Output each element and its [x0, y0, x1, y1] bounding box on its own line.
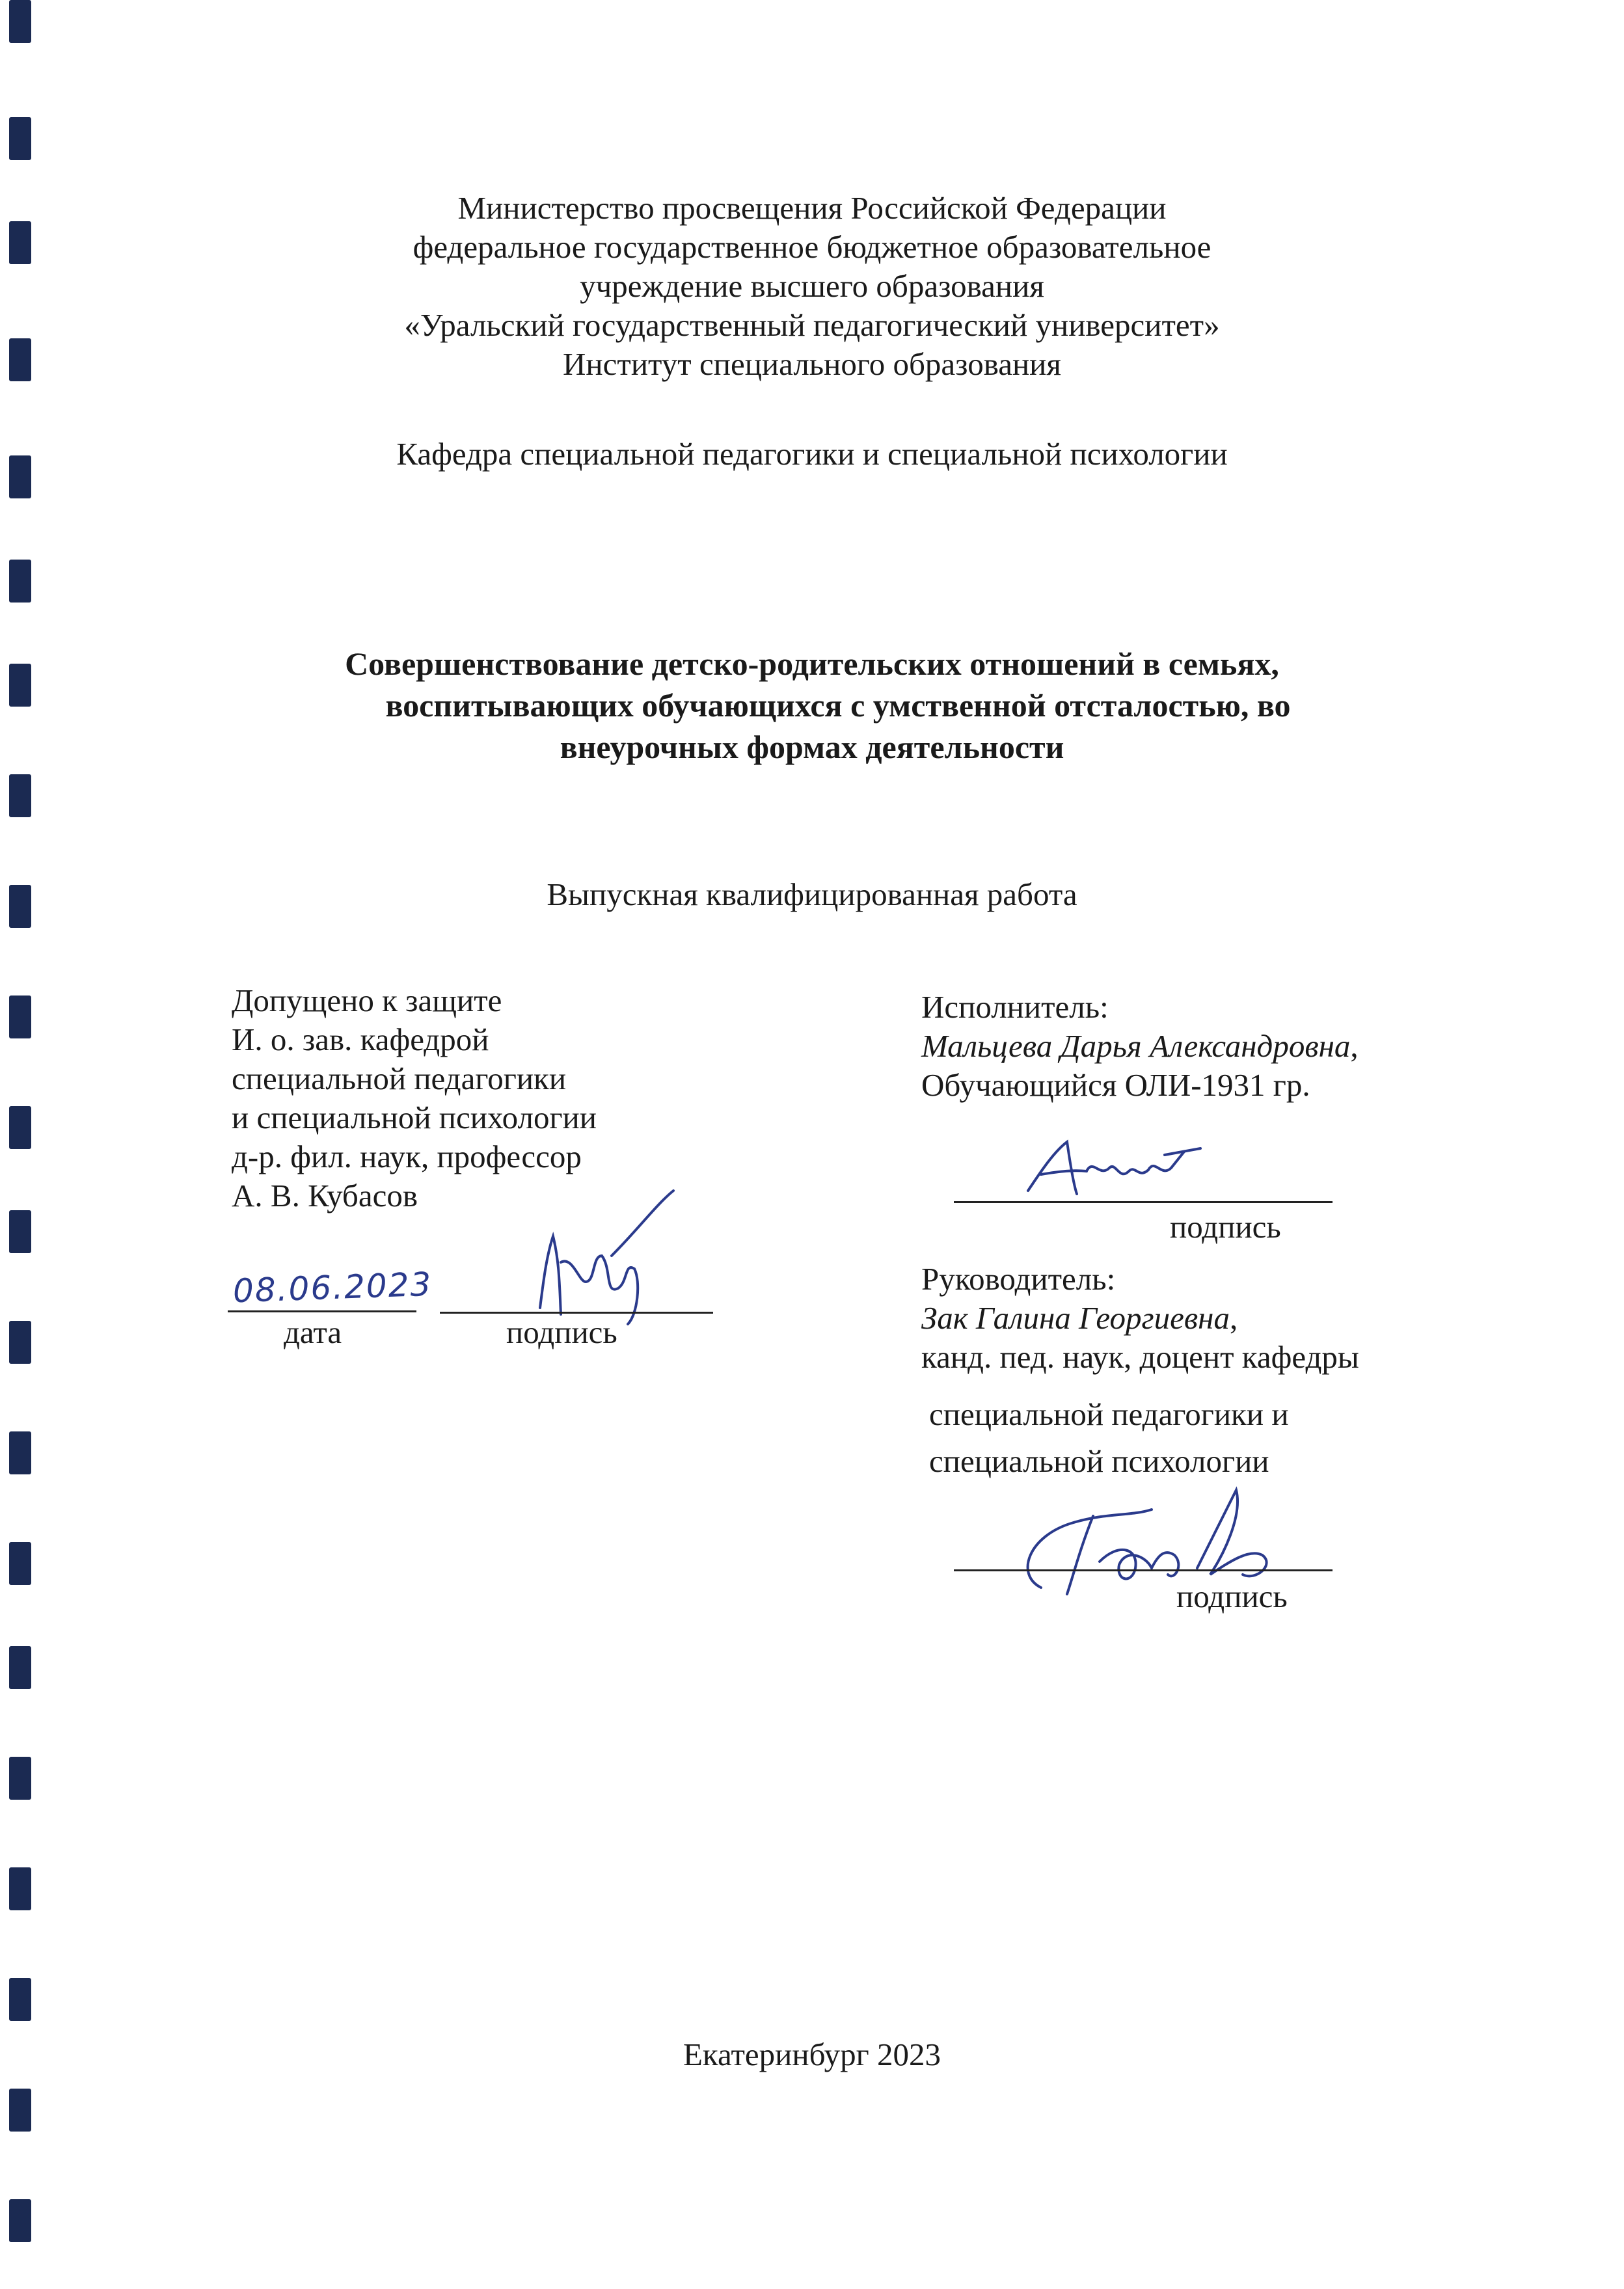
supervisor-position-1: канд. пед. наук, доцент кафедры	[921, 1339, 1359, 1375]
executor-name: Мальцева Дарья Александровна	[921, 1028, 1351, 1064]
thesis-title-line-3: внеурочных формах деятельности	[560, 729, 1064, 765]
ministry-line: Министерство просвещения Российской Федерации	[457, 190, 1167, 226]
institution-level-line: учреждение высшего образования	[580, 268, 1044, 304]
approval-signature	[514, 1184, 683, 1327]
city-year: Екатеринбург 2023	[683, 2037, 941, 2072]
work-type: Выпускная квалифицированная работа	[547, 876, 1077, 912]
supervisor-position-3: специальной психологии	[929, 1443, 1269, 1479]
thesis-title-line-1: Совершенствование детско-родительских отношений в семьях,	[345, 645, 1279, 682]
thesis-title-line-2: воспитывающих обучающихся с умственной отсталостью, во	[385, 687, 1291, 724]
university-name: «Уральский государственный педагогический университет»	[404, 307, 1220, 343]
binding-hole	[9, 1321, 31, 1364]
binding-hole	[9, 1210, 31, 1253]
executor-name-line	[921, 1027, 1359, 1066]
executor-label: Исполнитель:	[921, 989, 1109, 1025]
binding-hole	[9, 560, 31, 603]
date-label: дата	[284, 1314, 342, 1350]
approval-department-1: специальной педагогики	[232, 1061, 567, 1096]
approval-date-value: 08.06.2023	[232, 1265, 433, 1310]
executor-signature	[1015, 1132, 1210, 1204]
department-name: Кафедра специальной педагогики и специальной психологии	[396, 436, 1228, 472]
binding-hole	[9, 1646, 31, 1689]
institution-type-line: федеральное государственное бюджетное образовательное	[413, 229, 1211, 265]
approval-department-2: и специальной психологии	[232, 1100, 597, 1135]
supervisor-position-2: специальной педагогики и	[929, 1396, 1289, 1432]
binding-hole	[9, 1542, 31, 1585]
approval-heading: Допущено к защите	[232, 982, 502, 1018]
approval-degree: д-р. фил. наук, профессор	[232, 1139, 582, 1174]
binding-hole	[9, 1978, 31, 2021]
binding-hole	[9, 117, 31, 160]
approval-signature-label: подпись	[506, 1314, 617, 1350]
binding-hole	[9, 1757, 31, 1800]
supervisor-signature-line	[954, 1569, 1333, 1571]
executor-signature-line	[954, 1201, 1333, 1203]
approval-role: И. о. зав. кафедрой	[232, 1022, 489, 1057]
binding-hole	[9, 774, 31, 817]
binding-hole	[9, 1106, 31, 1149]
binding-hole	[9, 0, 31, 43]
approval-person: А. В. Кубасов	[232, 1178, 418, 1213]
supervisor-name-line	[921, 1299, 1238, 1338]
executor-name-comma: ,	[1350, 1028, 1359, 1064]
executor-signature-label: подпись	[1170, 1209, 1281, 1245]
binding-hole	[9, 1431, 31, 1474]
binding-hole	[9, 996, 31, 1038]
binding-hole	[9, 1867, 31, 1910]
binding-hole	[9, 2089, 31, 2132]
supervisor-label: Руководитель:	[921, 1261, 1116, 1297]
supervisor-signature-label: подпись	[1176, 1578, 1288, 1614]
supervisor-name-comma: ,	[1229, 1300, 1238, 1336]
institute-name: Институт специального образования	[563, 346, 1061, 382]
executor-group: Обучающийся ОЛИ-1931 гр.	[921, 1067, 1310, 1103]
date-line	[228, 1310, 416, 1312]
supervisor-name: Зак Галина Георгиевна	[921, 1300, 1230, 1336]
binding-hole	[9, 2199, 31, 2242]
